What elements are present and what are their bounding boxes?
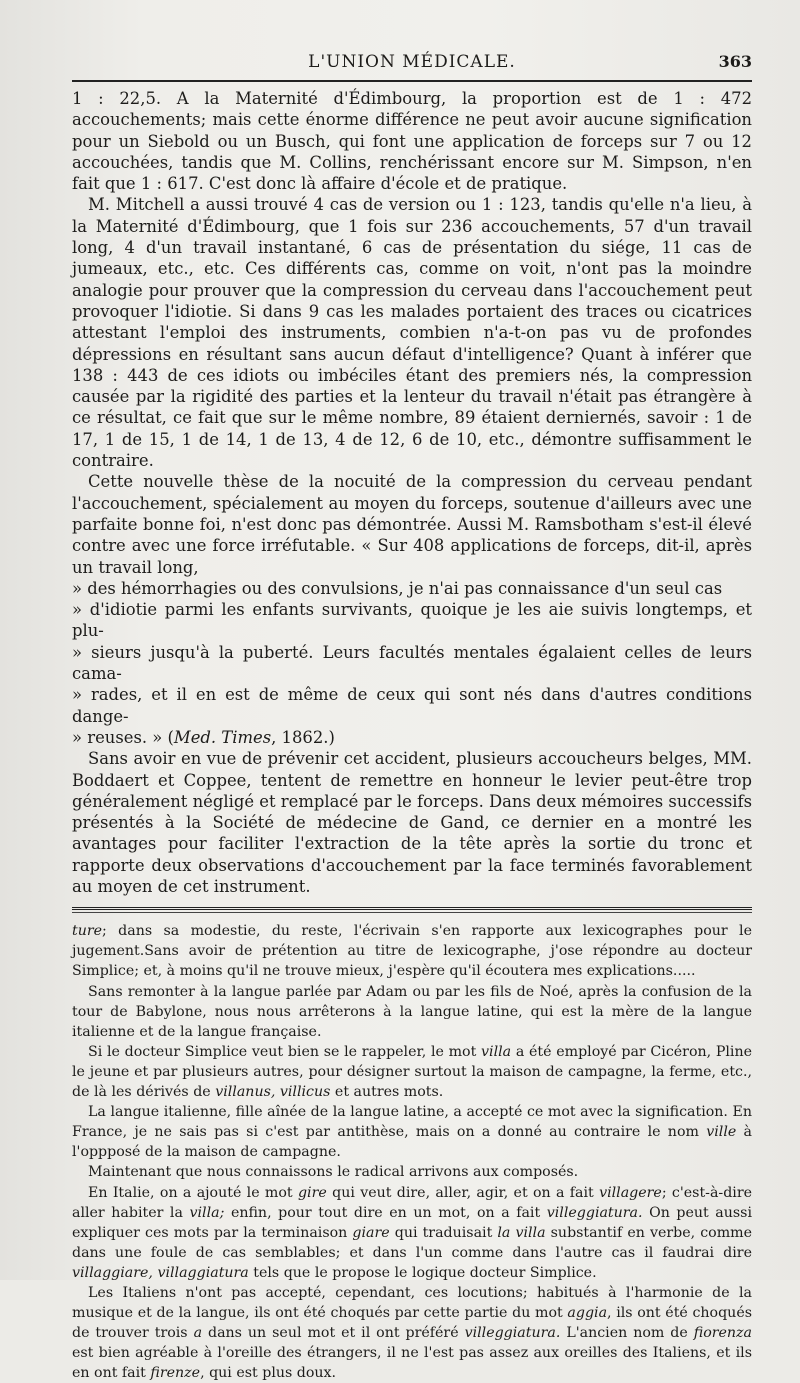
italic-word: villa <box>481 1043 512 1060</box>
italic-word: ville <box>706 1124 737 1141</box>
header-rule <box>72 80 752 82</box>
page-header <box>72 46 752 76</box>
text-run: a été employé par Cicéron, Pline le jeune et par plusieurs autres, pour désigner surtout la maison de campagne, la ferme, etc., de là les dérivés de <box>72 1043 753 1101</box>
italic-word: a <box>193 1325 203 1342</box>
quote-line-5 <box>72 727 752 748</box>
text-run: enfin, pour tout dire en un mot, on a fait <box>224 1204 547 1221</box>
quote-line-3: » sieurs jusqu'à la puberté. Leurs facultés mentales égalaient celles de leurs cama- <box>72 642 752 684</box>
italic-word: firenze <box>150 1365 201 1382</box>
text-run: , qui est plus doux. <box>200 1365 337 1382</box>
text-run: , ils ont été choqués de trouver trois <box>72 1305 752 1342</box>
text-run: En Italie, on a ajouté le mot <box>88 1184 298 1201</box>
quote-line-2: » d'idiotie parmi les enfants survivants, quoique je les aie suivis longtemps, et plu- <box>72 600 752 641</box>
text-run: qui traduisait <box>389 1224 498 1241</box>
quote-text: » reuses. » ( <box>72 727 174 747</box>
text-run: dans un seul mot et il ont préféré <box>202 1325 465 1342</box>
text-run: ; c'est-à-dire aller habiter la <box>72 1184 752 1221</box>
text-run: et autres mots. <box>330 1084 444 1101</box>
italic-word: villeggiatura. <box>464 1325 561 1342</box>
italic-word: villeggiatura. <box>546 1204 643 1221</box>
citation-title: Med. Times <box>173 727 272 747</box>
text-run: La langue italienne, fille aînée de la langue latine, a accepté ce mot avec la signification. En France, je ne sais pas si c'est par antithèse, mais on a donné au contraire le nom <box>72 1104 752 1141</box>
page-number: 363 <box>718 52 752 71</box>
feuilleton-paragraph-7 <box>72 1283 752 1383</box>
paragraph-2: M. Mitchell a aussi trouvé 4 cas de version ou 1 : 123, tandis qu'elle n'a lieu, à la Maternité d'Édimbourg, que 1 fois sur 236 accouchements, 57 d'un travail long, 4 d'un travail instantané, 6 cas de présentation du siége, 11 cas de jumeaux, etc., etc. Ces différents cas, comme on voit, n'ont pas la moindre analogie pour prouver que la compression du cerveau dans l'accouchement peut provoquer l'idiotie. Si dans 9 cas les malades portaient des traces ou cicatrices attestant l'emploi des instruments, combien n'a-t-on pas vu de profondes dépressions en résultant sans aucun défaut d'intelligence? Quant à inférer que 138 : 443 de ces idiots ou imbéciles étant des premiers nés, la compression causée par la rigidité des parties et la lenteur du travail n'était pas étrangère à ce résultat, ce fait que sur le même nombre, 89 étaient derniernés, savoir : 1 de 17, 1 de 15, 1 de 14, 1 de 13, 4 de 12, 6 de 10, etc., démontre suffisamment le contraire. <box>72 195 752 471</box>
italic-word: villagere <box>599 1184 662 1201</box>
feuilleton-paragraph-1 <box>72 921 752 981</box>
quote-line-4: » rades, et il en est de même de ceux qui sont nés dans d'autres conditions dange- <box>72 685 752 726</box>
italic-word: la villa <box>497 1224 546 1241</box>
italic-word: villanus, villicus <box>215 1084 331 1101</box>
text-run: On peut aussi expliquer ces mots par la terminaison <box>72 1204 753 1241</box>
italic-word: gire <box>297 1184 327 1201</box>
paragraph-4: Sans avoir en vue de prévenir cet accident, plusieurs accoucheurs belges, MM. Boddaert et Coppee, tentent de remettre en honneur le levier peut-être trop généralement négligé et remplacé par le forceps. Dans deux mémoires successifs présentés à la Société de médecine de Gand, ce dernier en a montré les avantages pour faciliter l'extraction de la tête après la sortie du tronc et rapporte deux observations d'accouchement par la face terminés favorablement au moyen de cet instrument. <box>72 749 752 896</box>
italic-word: fiorenza <box>693 1325 752 1342</box>
text-run: L'ancien nom de <box>560 1325 694 1342</box>
feuilleton-paragraph-5: Maintenant que nous connaissons le radical arrivons aux composés. <box>88 1164 579 1181</box>
running-title: L'UNION MÉDICALE. <box>308 52 516 72</box>
quote-line-1: » des hémorrhagies ou des convulsions, je n'ai pas connaissance d'un seul cas <box>72 578 723 598</box>
italic-word: ture <box>72 923 103 940</box>
text-run: ; dans sa modestie, du reste, l'écrivain s'en rapporte aux lexicographes pour le jugement.Sans avoir de prétention au titre de lexicographe, j'ose répondre au docteur Simplice; et, à moins qu'il ne trouve mieux, j'espère qu'il écoutera mes explications..... <box>72 923 752 980</box>
feuilleton-paragraph-4 <box>72 1102 752 1162</box>
text-run: Les Italiens n'ont pas accepté, cependant, ces locutions; habitués à l'harmonie de la musique et de la langue, ils ont été choqués par cette partie du mot <box>72 1284 752 1322</box>
paragraph-1: 1 : 22,5. A la Maternité d'Édimbourg, la proportion est de 1 : 472 accouchements; mais cette énorme différence ne peut avoir aucune signification pour un Siebold ou un Busch, qui font une application de forceps sur 7 ou 12 accouchées, tandis que M. Collins, renchérissant encore sur M. Simpson, n'en fait que 1 : 617. C'est donc là affaire d'école et de pratique. <box>72 89 752 194</box>
main-article <box>72 88 752 897</box>
text-run: tels que le propose le logique docteur Simplice. <box>248 1264 597 1281</box>
feuilleton-rule <box>72 907 752 913</box>
italic-word: aggia <box>567 1305 608 1322</box>
feuilleton-section <box>72 921 752 1383</box>
feuilleton-paragraph-6 <box>72 1183 752 1283</box>
feuilleton-paragraph-3 <box>72 1042 752 1102</box>
text-run: est bien agréable à l'oreille des étrangers, il ne l'est pas assez aux oreilles des Italiens, et ils en ont fait <box>72 1345 752 1382</box>
feuilleton-paragraph-2: Sans remonter à la langue parlée par Adam ou par les fils de Noé, après la confusion de la tour de Babylone, nous nous arrêterons à la langue latine, qui est la mère de la langue italienne et de la langue française. <box>72 983 752 1040</box>
text-run: Si le docteur Simplice veut bien se le rappeler, le mot <box>88 1043 482 1060</box>
italic-word: villaggiare, villaggiatura <box>72 1264 249 1281</box>
text-run: à l'oppposé de la maison de campagne. <box>72 1124 753 1161</box>
text-run: substantif en verbe, comme dans une foule de cas semblables; et dans l'un comme dans l'autre cas il faudrai dire <box>72 1224 753 1261</box>
citation-year: , 1862.) <box>271 727 335 747</box>
paragraph-3: Cette nouvelle thèse de la nocuité de la compression du cerveau pendant l'accouchement, spécialement au moyen du forceps, soutenue d'ailleurs avec une parfaite bonne foi, n'est donc pas démontrée. Aussi M. Ramsbotham s'est-il élevé contre avec une force irréfutable. « Sur 408 applications de forceps, dit-il, après un travail long, <box>72 472 752 577</box>
italic-word: giare <box>352 1224 390 1241</box>
italic-word: villa; <box>189 1204 225 1221</box>
text-run: qui veut dire, aller, agir, et on a fait <box>326 1184 600 1201</box>
